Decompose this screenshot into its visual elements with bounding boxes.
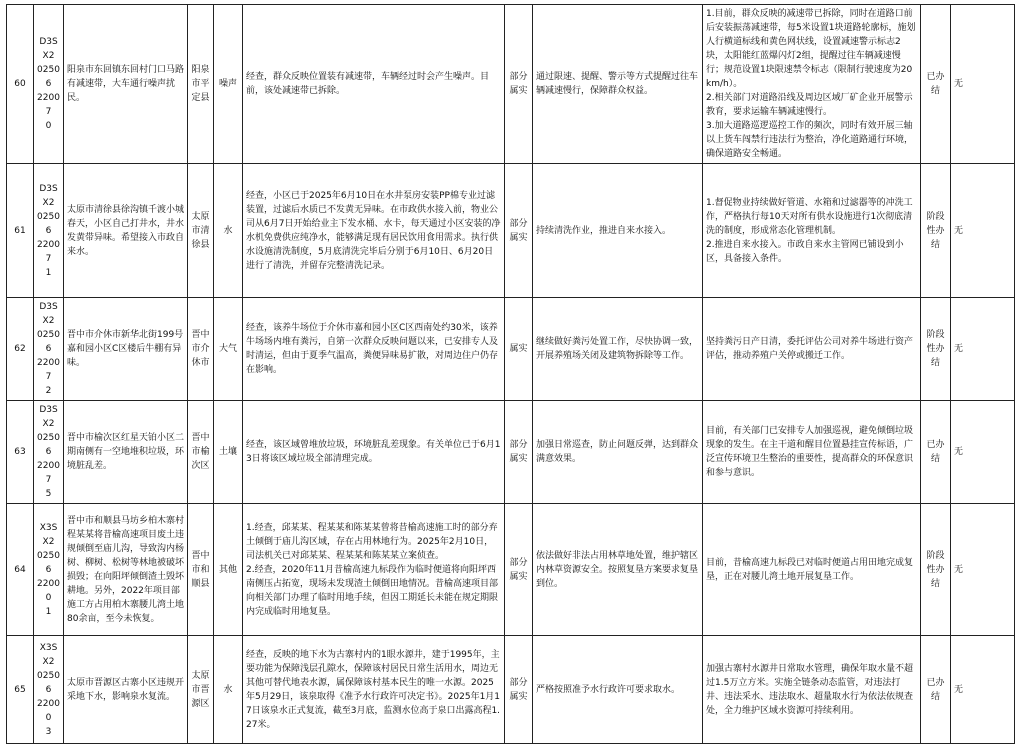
verdict: 部分属实 xyxy=(505,5,533,164)
case-code xyxy=(34,401,64,504)
rectification-progress xyxy=(703,401,921,504)
case-code-part: 1 xyxy=(45,606,52,617)
table-row xyxy=(7,5,1015,164)
progress-line: 1.督促物业持续做好管道、水箱和过滤器等的冲洗工作，严格执行每10天对所有供水设施进行1次彻底清洗的制度，形成常态化管理机制。 xyxy=(706,197,913,236)
case-code xyxy=(34,164,64,298)
administrative-area: 太原市清徐县 xyxy=(188,164,214,298)
completion-status: 已办结 xyxy=(921,5,951,164)
pollution-type: 土壤 xyxy=(214,401,243,504)
case-code-part: D3SX2 xyxy=(39,302,58,326)
case-code-part: X3SX2 xyxy=(39,522,58,547)
accountability: 无 xyxy=(951,164,1015,298)
handling-measures: 严格按照准予水行政许可要求取水。 xyxy=(533,636,703,744)
case-code-part: D3SX2 xyxy=(39,405,58,429)
rectification-progress xyxy=(703,504,921,636)
table-row xyxy=(7,636,1015,744)
case-code-part: 02506 xyxy=(37,433,60,457)
pollution-type: 噪声 xyxy=(214,5,243,164)
row-number: 63 xyxy=(7,401,34,504)
completion-status: 阶段性办结 xyxy=(921,298,951,401)
case-code xyxy=(34,636,64,744)
handling-measures: 依法做好非法占用林草地处置，维护辖区内林草资源安全。按照复垦方案要求复垦到位。 xyxy=(533,504,703,636)
case-code-part: 5 xyxy=(45,489,52,499)
case-code xyxy=(34,298,64,401)
case-code-part: 02506 xyxy=(37,330,60,354)
investigation-result: 经查，反映的地下水为古寨村内的1眼水源井，建于1995年，主要功能为保障浅层孔隙水，保障该村居民日常生活用水，周边无其他可替代地表水源，属保障该村基本民生的唯一水源。2025年5月29日，该泉取得《准予水行政许可决定书》。2025年1月17日该泉水正式复流，截至3月底，监测水位高于泉口出露高程1.27米。 xyxy=(243,636,505,744)
complaint-content: 晋中市和顺县马坊乡柏木寨村程某某将昔榆高速项目废土违规倾倒至庙儿沟，导致沟内杨树、柳树、松树等林地被破坏损毁；在向阳坪倾倒渣土毁坏耕地。另外，2022年项目部施工方占用柏木寨腰儿湾土地80余亩，至今未恢复。 xyxy=(64,504,188,636)
handling-measures: 持续清洗作业，推进自来水接入。 xyxy=(533,164,703,298)
investigation-result: 经查，该区域曾堆放垃圾，环境脏乱差现象。有关单位已于6月13日将该区域垃圾全部清理完成。 xyxy=(243,401,505,504)
complaint-content: 晋中市榆次区红星天铂小区二期南侧有一空地堆积垃圾，环境脏乱差。 xyxy=(64,401,188,504)
case-code-part: 22000 xyxy=(37,698,60,723)
administrative-area: 阳泉市平定县 xyxy=(188,5,214,164)
investigation-line: 2.经查，2020年11月昔榆高速九标段作为临时便道将向阳坪西南侧压占拓宽，现场未发现渣土倾倒田地情况。昔榆高速项目部向相关部门办理了临时用地手续，但因工期延长未能在规定期限内完成临时用地复垦。 xyxy=(246,564,499,617)
administrative-area: 晋中市和顺县 xyxy=(188,504,214,636)
complaint-content: 太原市晋源区古寨小区违规开采地下水，影响泉水复流。 xyxy=(64,636,188,744)
complaint-content: 阳泉市东回镇东回村门口马路有减速带，大车通行噪声扰民。 xyxy=(64,5,188,164)
progress-line: 2.推进自来水接入。市政自来水主管网已铺设到小区，具备接入条件。 xyxy=(706,239,904,264)
pollution-type: 大气 xyxy=(214,298,243,401)
administrative-area: 晋中市榆次区 xyxy=(188,401,214,504)
case-code-part: 2 xyxy=(45,386,52,396)
completion-status: 已办结 xyxy=(921,401,951,504)
table-row xyxy=(7,164,1015,298)
investigation-line: 1.经查，邱某某、程某某和陈某某曾将昔榆高速施工时的部分弃土倾倒于庙儿沟区域，存在占用林地行为。2025年2月10日，司法机关已对邱某某、程某某和陈某某立案侦查。 xyxy=(246,522,498,561)
progress-line: 3.加大道路巡逻巡控工作的频次，同时有效开展三轴以上货车闯禁行违法行为整治，净化道路通行环境，确保道路安全畅通。 xyxy=(706,121,914,159)
case-code-part: 02506 xyxy=(37,211,60,236)
case-code-part: 0 xyxy=(45,121,52,131)
case-code xyxy=(34,5,64,164)
accountability: 无 xyxy=(951,401,1015,504)
accountability: 无 xyxy=(951,504,1015,636)
verdict: 部分属实 xyxy=(505,504,533,636)
administrative-area: 晋中市介休市 xyxy=(188,298,214,401)
row-number: 61 xyxy=(7,164,34,298)
handling-measures: 继续做好粪污处置工作，尽快协调一致，开展养殖场关闭及建筑物拆除等工作。 xyxy=(533,298,703,401)
investigation-result: 经查，该养牛场位于介休市嘉和园小区C区西南处约30米，该养牛场场内堆有粪污，自第一次群众反映问题以来，已安排专人及时清运，但由于夏季气温高，粪便异味易扩散，对周边住户仍存在影响。 xyxy=(243,298,505,401)
progress-line: 目前，昔榆高速九标段已对临时便道占用田地完成复垦，正在对腰儿湾土地开展复垦工作。 xyxy=(706,557,914,582)
handling-measures: 加强日常巡查，防止问题反弹，达到群众满意效果。 xyxy=(533,401,703,504)
case-code-part: 22007 xyxy=(37,358,60,382)
case-code-part: 22000 xyxy=(37,578,60,603)
verdict: 部分属实 xyxy=(505,401,533,504)
case-code-part: 22007 xyxy=(37,461,60,485)
pollution-type: 水 xyxy=(214,636,243,744)
row-number: 65 xyxy=(7,636,34,744)
progress-line: 1.目前，群众反映的减速带已拆除，同时在道路口前后安装振荡减速带，每5米设置1块道路轮廓标，施划人行横道标线和黄色网状线，设置减速警示标志2块，太阳能红蓝爆闪灯2组，提醒过往车辆减速慢行；规范设置1块限速禁令标志（限制行驶速度为20km/h）。 xyxy=(706,9,916,89)
completion-status: 阶段性办结 xyxy=(921,164,951,298)
row-number: 60 xyxy=(7,5,34,164)
case-code-part: X3SX2 xyxy=(39,642,58,667)
complaint-table xyxy=(6,4,1015,744)
administrative-area: 太原市晋源区 xyxy=(188,636,214,744)
pollution-type: 其他 xyxy=(214,504,243,636)
handling-measures: 通过限速、提醒、警示等方式提醒过往车辆减速慢行，保障群众权益。 xyxy=(533,5,703,164)
investigation-result: 经查，小区已于2025年6月10日在水井泵房安装PP棉专业过滤装置，过滤后水质已不发黄无异味。在市政供水接入前，物业公司从6月7日开始给业主下发水桶、水卡，每天通过小区安装的净水机免费供应纯净水，能够满足现有居民饮用食用需求。执行供水设施清洗制度，5月底清洗完毕后分别于6月10日、6月20日进行了清洗，并留存完整清洗记录。 xyxy=(243,164,505,298)
rectification-progress xyxy=(703,636,921,744)
table-row xyxy=(7,504,1015,636)
verdict: 属实 xyxy=(505,298,533,401)
case-code-part: 02506 xyxy=(37,65,60,89)
accountability: 无 xyxy=(951,298,1015,401)
pollution-type: 水 xyxy=(214,164,243,298)
progress-line: 目前，有关部门已安排专人加强巡视，避免倾倒垃圾现象的发生。在主干道和醒目位置悬挂宣传标语，广泛宣传环境卫生整治的重要性，提高群众的环保意识和参与意识。 xyxy=(706,426,914,478)
case-code-part: 02506 xyxy=(37,550,60,575)
row-number: 64 xyxy=(7,504,34,636)
rectification-progress xyxy=(703,164,921,298)
case-code-part: D3SX2 xyxy=(39,37,58,61)
table-row xyxy=(7,298,1015,401)
investigation-result: 经查，群众反映位置装有减速带，车辆经过时会产生噪声。目前，该处减速带已拆除。 xyxy=(243,5,505,164)
completion-status: 已办结 xyxy=(921,636,951,744)
case-code-part: D3SX2 xyxy=(39,183,58,208)
case-code-part: 1 xyxy=(45,267,52,278)
complaint-content: 晋中市介休市新华北街199号嘉和园小区C区楼后牛棚有异味。 xyxy=(64,298,188,401)
rectification-progress xyxy=(703,298,921,401)
case-code-part: 3 xyxy=(45,726,52,737)
progress-line: 坚持粪污日产日清，委托评估公司对养牛场进行资产评估，推动养殖户关停或搬迁工作。 xyxy=(706,337,914,361)
verdict: 部分属实 xyxy=(505,164,533,298)
case-code xyxy=(34,504,64,636)
completion-status: 阶段性办结 xyxy=(921,504,951,636)
investigation-result xyxy=(243,504,505,636)
verdict: 部分属实 xyxy=(505,636,533,744)
complaint-content: 太原市清徐县徐沟镇千渡小城春天，小区自己打井水，井水发黄带异味。希望接入市政自来水。 xyxy=(64,164,188,298)
table-row xyxy=(7,401,1015,504)
row-number: 62 xyxy=(7,298,34,401)
case-code-part: 22007 xyxy=(37,93,60,117)
accountability: 无 xyxy=(951,636,1015,744)
rectification-progress xyxy=(703,5,921,164)
case-code-part: 02506 xyxy=(37,670,60,695)
progress-line: 加强古寨村水源井日常取水管理，确保年取水量不超过1.5万立方米。实施全链条动态监管，对违法打井、违法采水、违法取水、超量取水行为依法依规查处，全力维护区域水资源可持续利用。 xyxy=(706,663,914,716)
accountability: 无 xyxy=(951,5,1015,164)
progress-line: 2.相关部门对道路沿线及周边区域厂矿企业开展警示教育，要求运输车辆减速慢行。 xyxy=(706,93,913,117)
case-code-part: 22007 xyxy=(37,239,60,264)
